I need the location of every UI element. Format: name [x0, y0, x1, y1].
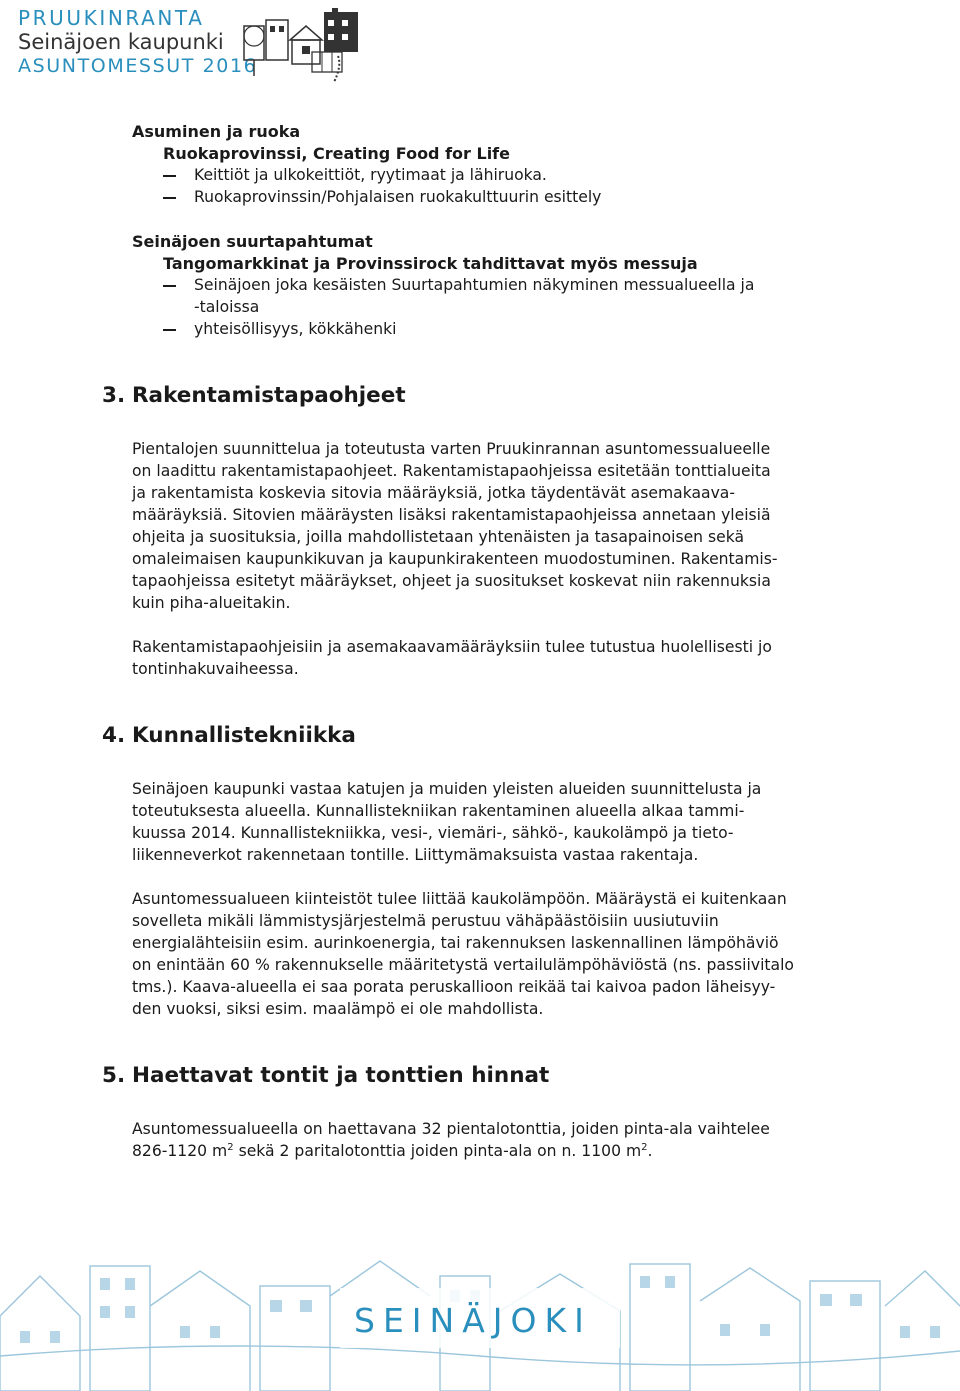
section5-title: Haettavat tontit ja tonttien hinnat — [132, 1063, 550, 1088]
plot-area-text: sekä 2 paritalotonttia joiden pinta-ala on n. 1100 m — [233, 1142, 642, 1160]
houses-illustration-icon — [242, 6, 364, 84]
paragraph-line: den vuoksi, siksi esim. maalämpö ei ole mahdollista. — [132, 1000, 544, 1018]
section5-line-2 — [132, 1140, 653, 1162]
section3-title: Rakentamistapaohjeet — [132, 383, 406, 408]
paragraph-line: Rakentamistapaohjeisiin ja asemakaavamääräyksiin tulee tutustua huolellisesti jo — [132, 638, 772, 656]
events-heading: Seinäjoen suurtapahtumat — [132, 232, 373, 251]
logo-title: PRUUKINRANTA — [18, 6, 205, 30]
paragraph-line: tapaohjeissa esitetyt määräykset, ohjeet ja suositukset koskevat niin rakennuksia — [132, 572, 771, 590]
paragraph-line: tms.). Kaava-alueella ei saa porata peruskallioon reikää tai kaivoa padon läheisyy- — [132, 978, 776, 996]
events-subheading: Tangomarkkinat ja Provinssirock tahdittavat myös messuja — [163, 254, 698, 273]
paragraph-line: Asuntomessualueen kiinteistöt tulee liittää kaukolämpöön. Määräystä ei kuitenkaan — [132, 890, 787, 908]
section5-number: 5. — [102, 1063, 126, 1088]
events-bullet-1-line1: Seinäjoen joka kesäisten Suurtapahtumien näkyminen messualueella ja — [194, 276, 755, 294]
paragraph-line: kuin piha-alueitakin. — [132, 594, 291, 612]
paragraph-line: määräyksiä. Sitovien määräysten lisäksi rakentamistapaohjeissa annetaan yleisiä — [132, 506, 771, 524]
paragraph-line: ohjeita ja suosituksia, joilla mahdollistetaan yhtenäisten ja tasapainoisen sekä — [132, 528, 745, 546]
events-bullet-2: yhteisöllisyys, kökkähenki — [194, 320, 397, 338]
pruukinranta-logo — [14, 6, 354, 84]
superscript: 2 — [227, 1142, 234, 1153]
bullet-dash — [163, 285, 176, 287]
section5-line-1: Asuntomessualueella on haettavana 32 pientalotonttia, joiden pinta-ala vaihtelee — [132, 1120, 770, 1138]
paragraph-line: on laadittu rakentamistapaohjeet. Rakentamistapaohjeissa esitetään tonttialueita — [132, 462, 771, 480]
events-bullet-1-line2: -taloissa — [194, 298, 260, 316]
bullet-dash — [163, 175, 176, 177]
logo-city: Seinäjoen kaupunki — [18, 30, 224, 54]
bullet-dash — [163, 197, 176, 199]
food-bullet-2: Ruokaprovinssin/Pohjalaisen ruokakulttuurin esittely — [194, 188, 602, 206]
plot-area-text: . — [647, 1142, 653, 1160]
paragraph-line: on enintään 60 % rakennukselle määritetystä vertailulämpöhäviöstä (ns. passiivitalo — [132, 956, 794, 974]
seinajoki-wordmark: SEINÄJOKI — [354, 1301, 592, 1340]
paragraph-line: tontinhakuvaiheessa. — [132, 660, 299, 678]
section4-number: 4. — [102, 723, 126, 748]
section3-number: 3. — [102, 383, 126, 408]
logo-event: ASUNTOMESSUT 2016 — [18, 55, 258, 77]
paragraph-line: energialähteisiin esim. aurinkoenergia, tai rakennuksen laskennallinen lämpöhäviö — [132, 934, 779, 952]
paragraph-line: Pientalojen suunnittelua ja toteutusta varten Pruukinrannan asuntomessualueelle — [132, 440, 771, 458]
paragraph-line: omaleimaisen kaupunkikuvan ja kaupunkirakenteen muodostuminen. Rakentamis- — [132, 550, 778, 568]
bullet-dash — [163, 329, 176, 331]
food-subheading: Ruokaprovinssi, Creating Food for Life — [163, 144, 510, 163]
paragraph-line: Seinäjoen kaupunki vastaa katujen ja muiden yleisten alueiden suunnittelusta ja — [132, 780, 762, 798]
section4-title: Kunnallistekniikka — [132, 723, 356, 748]
food-bullet-1: Keittiöt ja ulkokeittiöt, ryytimaat ja lähiruoka. — [194, 166, 547, 184]
plot-area-text: 826-1120 m — [132, 1142, 228, 1160]
logo-text — [18, 6, 257, 78]
paragraph-line: sovelleta mikäli lämmistysjärjestelmä perustuu vähäpäästöisiin uusiutuviin — [132, 912, 719, 930]
paragraph-line: toteutuksesta alueella. Kunnallistekniikan rakentaminen alueella alkaa tammi- — [132, 802, 745, 820]
paragraph-line: ja rakentamista koskevia sitovia määräyksiä, jotka täydentävät asemakaava- — [132, 484, 735, 502]
paragraph-line: liikenneverkot rakennetaan tontille. Liittymämaksuista vastaa rakentaja. — [132, 846, 699, 864]
food-heading: Asuminen ja ruoka — [132, 122, 301, 141]
superscript: 2 — [641, 1142, 648, 1153]
paragraph-line: kuussa 2014. Kunnallistekniikka, vesi-, viemäri-, sähkö-, kaukolämpö ja tieto- — [132, 824, 734, 842]
